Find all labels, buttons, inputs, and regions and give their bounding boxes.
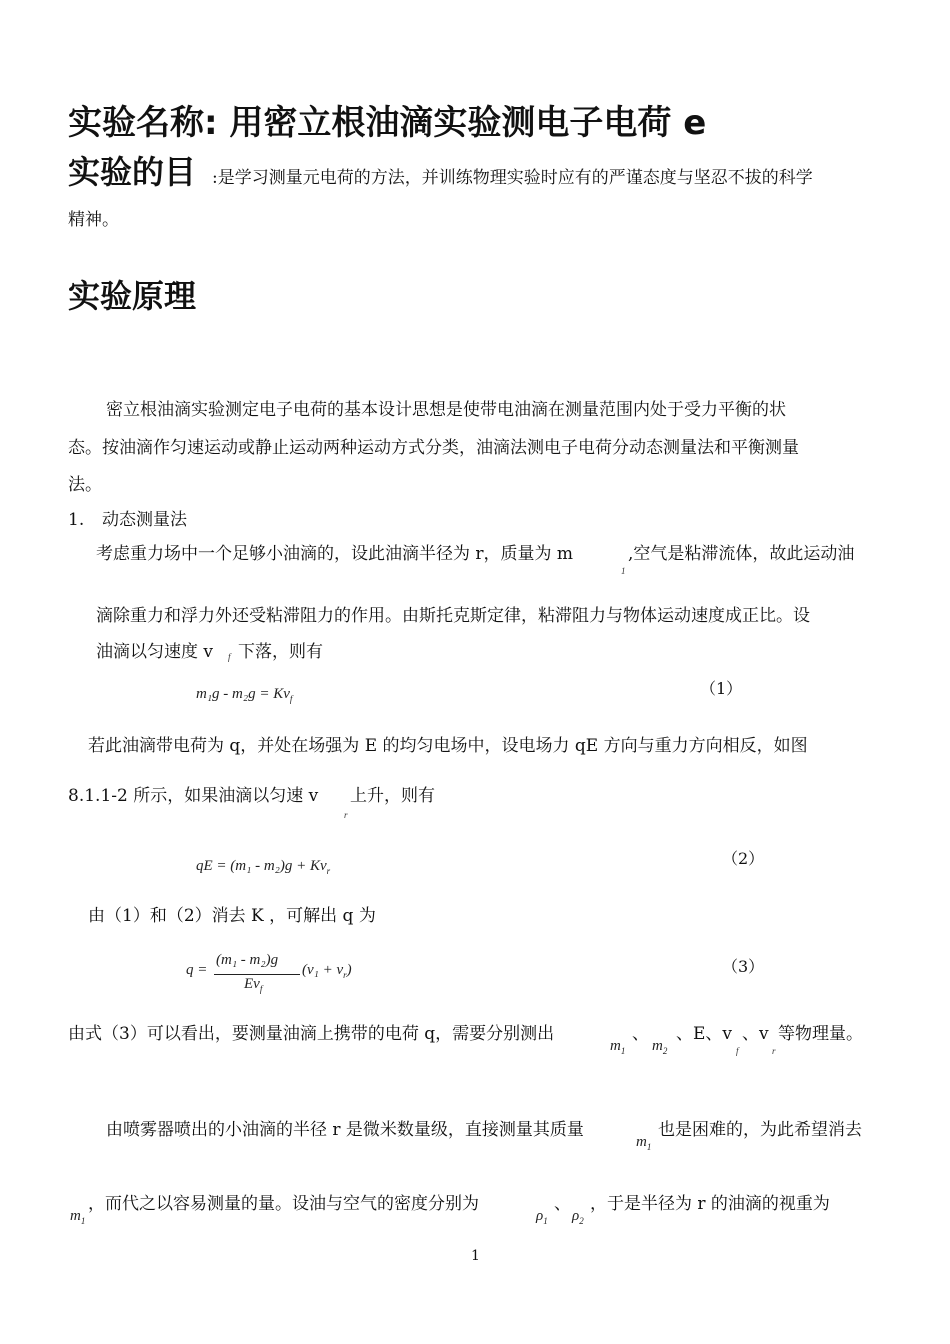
- page-number: 1: [471, 1248, 480, 1264]
- para5-line-1b: 也是困难的，为此希望消去: [658, 1120, 862, 1140]
- equation-3-denominator: [244, 976, 262, 994]
- equation-3-fraction-bar: [214, 974, 300, 975]
- para5-line-2b: ，于是半径为 r 的油滴的视重为: [590, 1194, 830, 1214]
- equation-3-numerator: (m₁ - m₂)g: [216, 952, 279, 968]
- equation-3-factor-subscript: r: [343, 970, 347, 980]
- equation-2: [196, 858, 330, 876]
- purpose-label: 实验的目: [68, 153, 197, 191]
- para1-line-2: 滴除重力和浮力外还受粘滞阻力的作用。由斯托克斯定律，粘滞阻力与物体运动速度成正比。设: [96, 606, 810, 626]
- para5-line2-m1: [70, 1208, 85, 1226]
- equation-2-subscript: r: [326, 866, 331, 876]
- para2-line-2a: 8.1.1-2 所示，如果油滴以匀速 v: [68, 786, 319, 806]
- para4-m2: [652, 1038, 667, 1056]
- para1-line-3b: 下落，则有: [238, 642, 323, 662]
- intro-line-1: 密立根油滴实验测定电子电荷的基本设计思想是使带电油滴在测量范围内处于受力平衡的状: [106, 400, 786, 420]
- para1-vf-subscript: f: [228, 652, 231, 662]
- para4-sep-2: 、E、v: [676, 1024, 733, 1044]
- equation-2-body: qE = (m₁ - m₂)g + Kv: [196, 858, 327, 874]
- para5-rho1: [536, 1208, 548, 1226]
- equation-3-lhs: q =: [186, 962, 208, 978]
- para5-line-2a: ，而代之以容易测量的量。设油与空气的密度分别为: [88, 1194, 479, 1214]
- para5-sep: 、: [554, 1194, 571, 1214]
- para4-vf-subscript: f: [736, 1046, 739, 1056]
- para4-sep-1: 、: [632, 1024, 649, 1044]
- para1-line-3a: 油滴以匀速度 v: [96, 642, 214, 662]
- section-title: 动态测量法: [102, 510, 187, 530]
- para5-line-1a: 由喷雾器喷出的小油滴的半径 r 是微米数量级，直接测量其质量: [106, 1120, 584, 1140]
- intro-line-3: 法。: [68, 475, 102, 495]
- principle-heading: 实验原理: [68, 277, 197, 315]
- equation-3-factor-body: (v₁ + v: [302, 962, 344, 978]
- para3: 由（1）和（2）消去 K ，可解出 q 为: [88, 906, 376, 926]
- para5-rho2-subscript: 2: [579, 1216, 584, 1226]
- para2-vr-subscript: r: [344, 810, 348, 820]
- equation-3-factor-end: ): [346, 962, 352, 978]
- para5-line2-m1-subscript: 1: [80, 1216, 86, 1226]
- para5-rho2: [572, 1208, 584, 1226]
- intro-line-2: 态。按油滴作匀速运动或静止运动两种运动方式分类，油滴法测电子电荷分动态测量法和平衡测量: [68, 438, 799, 458]
- purpose-line-2: 精神。: [68, 210, 119, 230]
- equation-1-number: （1）: [700, 679, 743, 698]
- para5-m1-subscript: 1: [646, 1142, 652, 1152]
- para5-rho1-subscript: 1: [543, 1216, 548, 1226]
- para1-line-1b: ,空气是粘滞流体，故此运动油: [628, 544, 855, 564]
- para4-m1-symbol: m: [610, 1038, 621, 1054]
- para4-m2-subscript: 2: [662, 1046, 668, 1056]
- para5-m1-symbol: m: [636, 1134, 647, 1150]
- para5-m1: [636, 1134, 651, 1152]
- para5-line2-m1-symbol: m: [70, 1208, 81, 1224]
- equation-1-subscript: f: [289, 694, 293, 704]
- para4-end: 等物理量。: [778, 1024, 863, 1044]
- para4-m2-symbol: m: [652, 1038, 663, 1054]
- section-number: 1.: [68, 510, 85, 530]
- equation-3-number: （3）: [722, 957, 765, 976]
- para4-m1: [610, 1038, 625, 1056]
- equation-2-number: （2）: [722, 849, 765, 868]
- para4-sep-3: 、v: [742, 1024, 769, 1044]
- equation-1: [196, 686, 292, 704]
- para5-rho1-symbol: ρ: [536, 1208, 544, 1224]
- para1-line-1a: 考虑重力场中一个足够小油滴的，设此油滴半径为 r，质量为 m: [96, 544, 574, 564]
- para4-vr-subscript: r: [772, 1046, 776, 1056]
- document-title: 实验名称: 用密立根油滴实验测电子电荷 e: [68, 103, 707, 143]
- para4-text-a: 由式（3）可以看出，要测量油滴上携带的电荷 q，需要分别测出: [68, 1024, 555, 1044]
- para2-line-2b: 上升，则有: [350, 786, 435, 806]
- para4-m1-subscript: 1: [620, 1046, 626, 1056]
- para2-line-1: 若此油滴带电荷为 q，并处在场强为 E 的均匀电场中，设电场力 qE 方向与重力方向相反，如图: [88, 736, 808, 756]
- para5-rho2-symbol: ρ: [572, 1208, 580, 1224]
- equation-3-denominator-subscript: f: [259, 984, 263, 994]
- equation-1-body: m₁g - m₂g = Kv: [196, 686, 290, 702]
- para1-m-subscript: 1: [621, 566, 626, 576]
- equation-3-denominator-body: Ev: [244, 976, 260, 992]
- equation-3-factor: [302, 962, 352, 980]
- purpose-line-1: :是学习测量元电荷的方法，并训练物理实验时应有的严谨态度与坚忍不拔的科学: [212, 168, 813, 188]
